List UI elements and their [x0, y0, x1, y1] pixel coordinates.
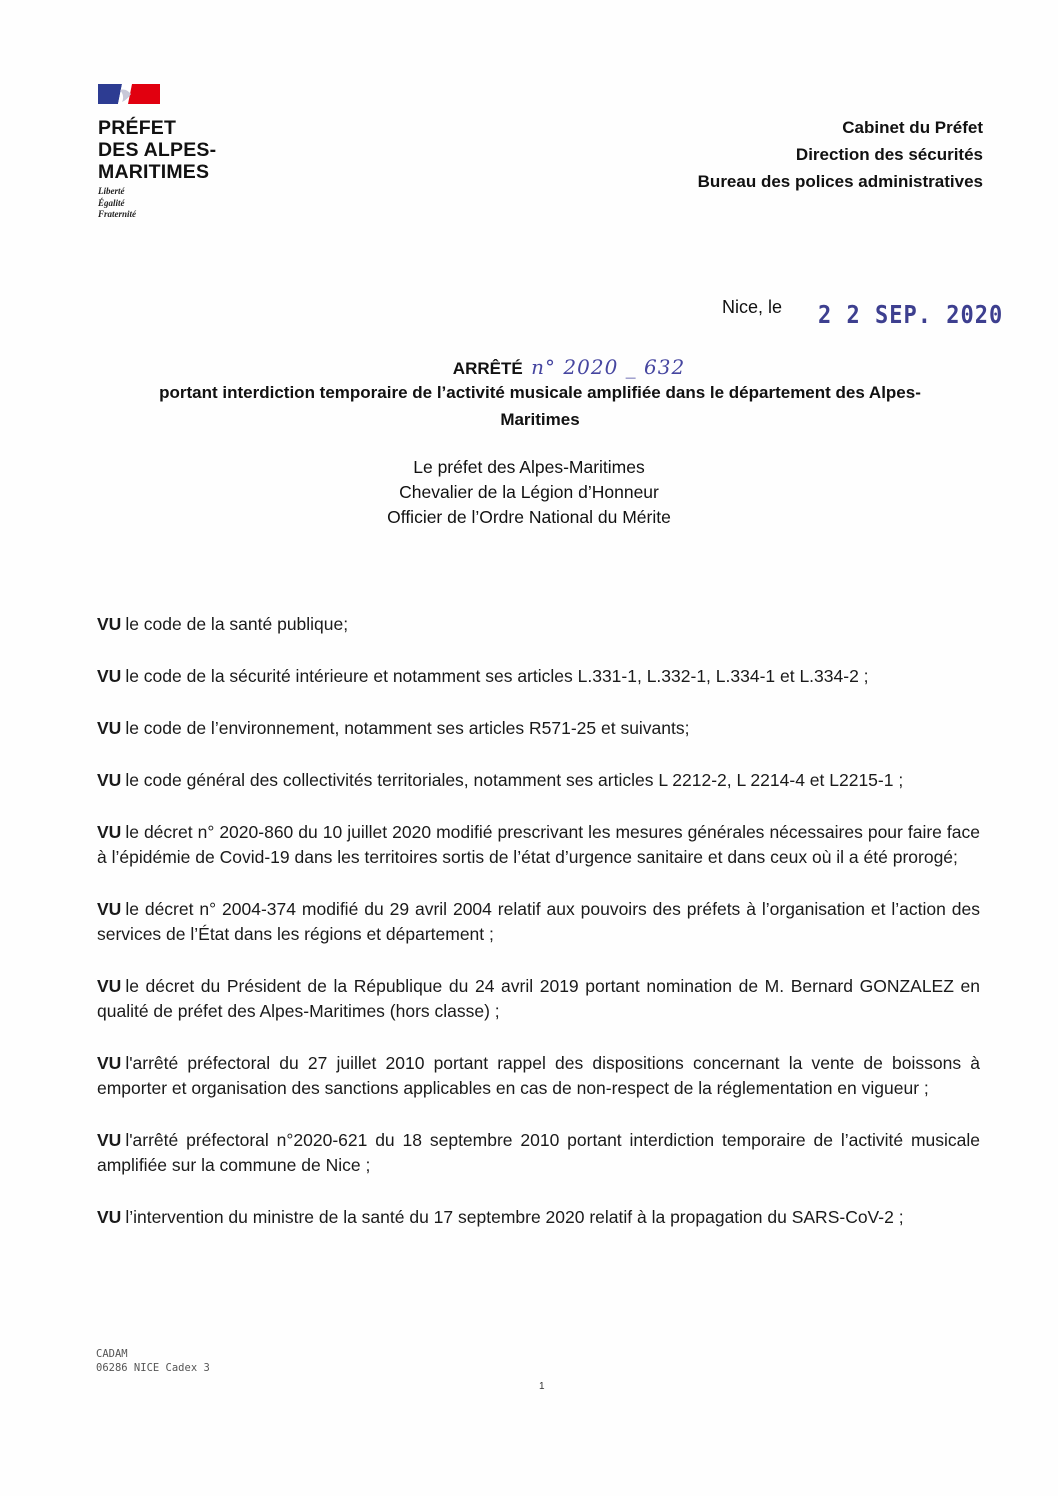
visa-item: [97, 974, 980, 1024]
visa-text: l’intervention du ministre de la santé du 17 septembre 2020 relatif à la propagation du SARS-CoV-2 ;: [125, 1207, 904, 1227]
prefecture-logo: [98, 82, 238, 221]
visa-vu: VU: [97, 1053, 122, 1073]
prefect-line: Le préfet des Alpes-Maritimes: [413, 457, 645, 477]
visa-item: [97, 612, 980, 637]
visa-text: le code de l’environnement, notamment ses articles R571-25 et suivants;: [125, 718, 690, 738]
footer-address: [96, 1347, 210, 1375]
footer-line: 06286 NICE Cadex 3: [96, 1362, 210, 1374]
republic-motto: [98, 186, 238, 221]
visa-text: l'arrêté préfectoral n°2020-621 du 18 septembre 2010 portant interdiction temporaire de l’activité musicale amplifiée sur la commune de Nice ;: [97, 1130, 980, 1175]
marianne-flag-icon: [98, 82, 160, 106]
date-stamp: 2 2 SEP. 2020: [818, 301, 1004, 330]
visa-text: le code de la santé publique;: [125, 614, 349, 634]
arrete-title: [0, 355, 1058, 379]
visa-vu: VU: [97, 1130, 122, 1150]
visa-vu: VU: [97, 1207, 122, 1227]
visa-item: [97, 664, 980, 689]
arrete-label: ARRÊTÉ: [452, 359, 523, 378]
logo-title: [98, 117, 238, 183]
service-line: Direction des sécurités: [795, 145, 983, 164]
visa-text: le code de la sécurité intérieure et notamment ses articles L.331-1, L.332-1, L.334-1 et L.334-2 ;: [125, 666, 869, 686]
visa-text: le code général des collectivités territoriales, notamment ses articles L 2212-2, L 2214-4 et L2215-1 ;: [125, 770, 904, 790]
visa-vu: VU: [97, 666, 122, 686]
logo-title-line: DES ALPES-: [98, 139, 217, 161]
visa-list: [97, 612, 980, 1257]
visa-item: [97, 1205, 980, 1230]
logo-title-line: MARITIMES: [98, 161, 210, 183]
visa-text: le décret du Président de la République du 24 avril 2019 portant nomination de M. Bernard GONZALEZ en qualité de préfet des Alpes-Maritimes (hors classe) ;: [97, 976, 980, 1021]
visa-vu: VU: [97, 718, 122, 738]
service-line: Bureau des polices administratives: [697, 172, 983, 191]
visa-vu: VU: [97, 614, 122, 634]
dateline-place: Nice, le: [722, 297, 783, 317]
visa-item: [97, 897, 980, 947]
visa-item: [97, 1051, 980, 1101]
visa-item: [97, 716, 980, 741]
visa-text: le décret n° 2004-374 modifié du 29 avril 2004 relatif aux pouvoirs des préfets à l’organisation et l’action des services de l’État dans les régions et département ;: [97, 899, 980, 944]
visa-item: [97, 820, 980, 870]
visa-vu: VU: [97, 822, 122, 842]
subject-line: portant interdiction temporaire de l’activité musicale amplifiée dans le département des Alpes-: [159, 383, 921, 402]
subject-line: Maritimes: [500, 410, 580, 429]
prefect-titles: [0, 455, 1058, 530]
service-line: Cabinet du Préfet: [842, 118, 983, 137]
visa-item: [97, 1128, 980, 1178]
page-number: 1: [539, 1381, 545, 1392]
motto-line: Fraternité: [98, 209, 137, 219]
visa-vu: VU: [97, 976, 122, 996]
visa-text: l'arrêté préfectoral du 27 juillet 2010 portant rappel des dispositions concernant la vente de boissons à emporter et organisation des sanctions applicables en cas de non-respect de la réglementation en vigueur ;: [97, 1053, 980, 1098]
prefect-line: Officier de l’Ordre National du Mérite: [387, 507, 671, 527]
motto-line: Égalité: [98, 197, 125, 208]
logo-title-line: PRÉFET: [98, 117, 177, 139]
visa-item: [97, 768, 980, 793]
visa-text: le décret n° 2020-860 du 10 juillet 2020 modifié prescrivant les mesures générales nécessaires pour faire face à l’épidémie de Covid-19 dans les territoires sortis de l’état d’urgence sanitaire et dans ceux où il a été prorogé;: [97, 822, 980, 867]
service-header: [698, 114, 983, 195]
visa-vu: VU: [97, 770, 122, 790]
footer-line: CADAM: [96, 1348, 128, 1360]
arrete-subject: [100, 379, 980, 433]
visa-vu: VU: [97, 899, 122, 919]
prefect-line: Chevalier de la Légion d’Honneur: [399, 482, 659, 502]
motto-line: Liberté: [98, 186, 125, 196]
arrete-number-handwritten: n° 2020 _ 632: [531, 355, 686, 379]
